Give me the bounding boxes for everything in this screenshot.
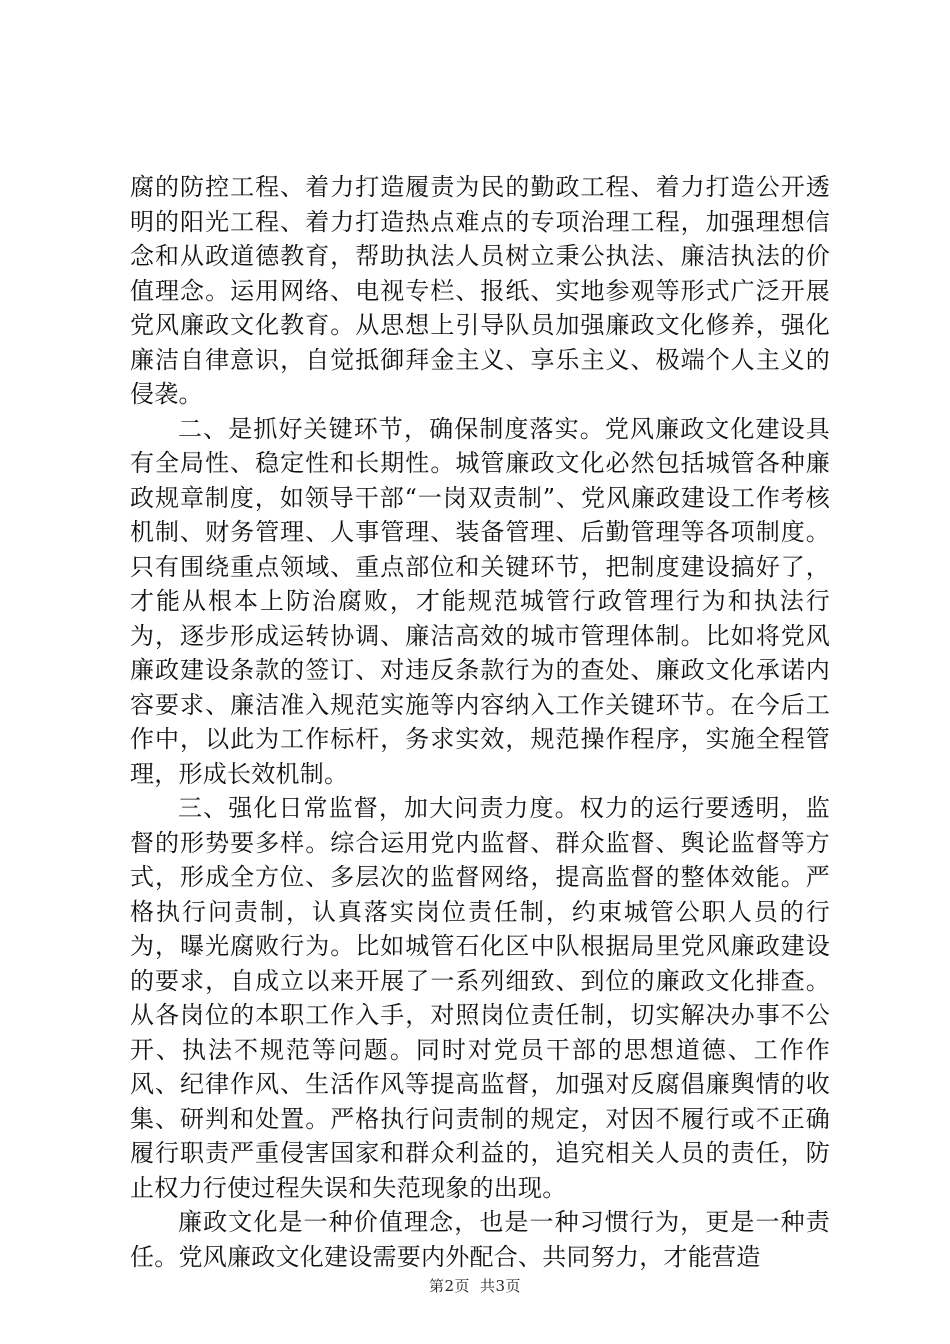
page-footer <box>0 1275 950 1296</box>
page-total: 共3页 <box>480 1277 522 1295</box>
document-body <box>130 170 830 1274</box>
paragraph-section-two: 二、是抓好关键环节，确保制度落实。党风廉政文化建设具有全局性、稳定性和长期性。城管廉政文化必然包括城管各种廉政规章制度，如领导干部“一岗双责制”、党风廉政建设工作考核机制、财务管理、人事管理、装备管理、后勤管理等各项制度。只有围绕重点领域、重点部位和关键环节，把制度建设搞好了，才能从根本上防治腐败，才能规范城管行政管理行为和执法行为，逐步形成运转协调、廉洁高效的城市管理体制。比如将党风廉政建设条款的签订、对违反条款行为的查处、廉政文化承诺内容要求、廉洁准入规范实施等内容纳入工作关键环节。在今后工作中，以此为工作标杆，务求实效，规范操作程序，实施全程管理，形成长效机制。 <box>130 414 830 788</box>
paragraph-conclusion: 廉政文化是一种价值理念，也是一种习惯行为，更是一种责任。党风廉政文化建设需要内外配合、共同努力，才能营造 <box>130 1208 830 1271</box>
paragraph-continued: 腐的防控工程、着力打造履责为民的勤政工程、着力打造公开透明的阳光工程、着力打造热点难点的专项治理工程，加强理想信念和从政道德教育，帮助执法人员树立秉公执法、廉洁执法的价值理念。运用网络、电视专栏、报纸、实地参观等形式广泛开展党风廉政文化教育。从思想上引导队员加强廉政文化修养，强化廉洁自律意识，自觉抵御拜金主义、享乐主义、极端个人主义的侵袭。 <box>130 173 830 408</box>
paragraph-section-three: 三、强化日常监督，加大问责力度。权力的运行要透明，监督的形势要多样。综合运用党内监督、群众监督、舆论监督等方式，形成全方位、多层次的监督网络，提高监督的整体效能。严格执行问责制，认真落实岗位责任制，约束城管公职人员的行为，曝光腐败行为。比如城管石化区中队根据局里党风廉政建设的要求，自成立以来开展了一系列细致、到位的廉政文化排查。从各岗位的本职工作入手，对照岗位责任制，切实解决办事不公开、执法不规范等问题。同时对党员干部的思想道德、工作作风、纪律作风、生活作风等提高监督，加强对反腐倡廉舆情的收集、研判和处置。严格执行问责制的规定，对因不履行或不正确履行职责严重侵害国家和群众利益的，追究相关人员的责任，防止权力行使过程失误和失范现象的出现。 <box>130 794 830 1202</box>
page-number: 第2页 <box>428 1277 470 1295</box>
